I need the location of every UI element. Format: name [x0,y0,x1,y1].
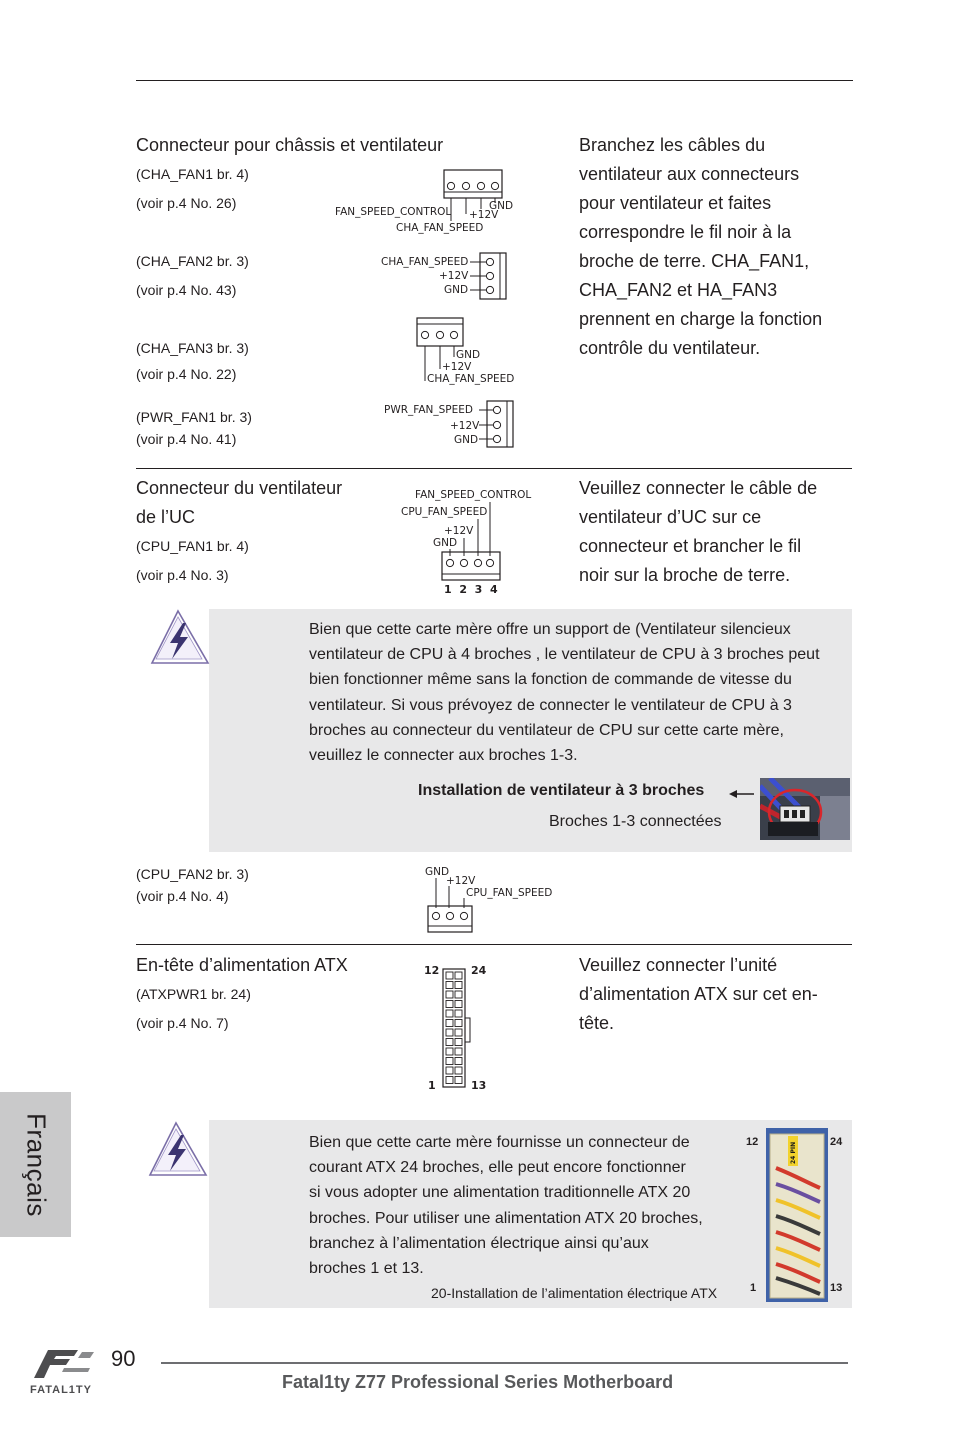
cpu-fan1-see: (voir p.4 No. 3) [136,567,229,583]
photo-pin1-label: 1 [750,1282,757,1294]
atx-pin-cell [446,1058,453,1065]
cpu-fan-title-line2: de l’UC [136,507,196,527]
cpu-fan2-pin-diagram [420,862,560,938]
atx-pin-cell [446,1067,453,1074]
cha-fan2-ref: (CHA_FAN2 br. 3) [136,253,249,269]
cha-fan2-speed-label: CHA_FAN_SPEED [381,256,469,268]
atx-pin-cell [455,1039,462,1046]
atx-pin-cell [446,1029,453,1036]
cha-fan1-speed-label: CHA_FAN_SPEED [396,222,484,234]
cpu-fan2-12v-label: +12V [446,875,476,887]
cha-fan2-see: (voir p.4 No. 43) [136,282,237,298]
cha-fan1-12v-label: +12V [469,209,499,221]
cha-fan3-pin-diagram [412,315,532,387]
cha-fan2-pin-diagram [378,250,518,302]
pwr-fan1-gnd-label: GND [454,434,479,446]
photo-pin13-label: 13 [830,1282,843,1294]
page-number: 90 [111,1346,136,1371]
photo-pin24-label: 24 [830,1136,843,1148]
pwr-fan1-see: (voir p.4 No. 41) [136,431,237,447]
cha-fan1-ref: (CHA_FAN1 br. 4) [136,166,249,182]
photo-24pin-label: 24 PIN [790,1141,797,1164]
atx-pin-cell [455,982,462,989]
language-side-tab: Français [0,1092,71,1237]
atx-pin-cell [446,1039,453,1046]
atx-pin-cell [455,1058,462,1065]
atx-pin-cell [455,1010,462,1017]
cpu-fan2-gnd-label: GND [425,866,450,878]
cha-fan-title: Connecteur pour châssis et ventilateur [136,135,444,155]
fatal1ty-logo-icon [30,1348,110,1382]
pwr-fan1-pin-diagram [381,398,521,450]
photo-pin12-label: 12 [746,1136,759,1148]
pwr-fan1-ref: (PWR_FAN1 br. 3) [136,409,252,425]
cpu-fan1-ref: (CPU_FAN1 br. 4) [136,538,249,554]
cpu-fan1-pin-diagram [398,484,538,596]
atx-see: (voir p.4 No. 7) [136,1015,229,1031]
atx-description: Veuillez connecter l’unité d’alimentation ATX sur cet en- tête. [579,955,818,1033]
cpu-fan1-control-label: FAN_SPEED_CONTROL [415,489,532,501]
fan-header-photo [760,778,850,840]
atx-pin-cell [446,1001,453,1008]
cha-fan2-gnd-label: GND [444,284,469,296]
footer-rule [161,1362,848,1364]
atx-pin-cell [455,1077,462,1084]
atx-pin-cell [446,982,453,989]
atx-pin-cell [446,972,453,979]
atx-pin-cell [446,991,453,998]
atx-pin12-label: 12 [424,964,440,977]
cpu-fan1-12v-label: +12V [444,525,474,537]
atx-24pin-diagram [420,958,500,1096]
cha-fan2-12v-label: +12V [439,270,469,282]
atx-pin-cell [455,991,462,998]
atx-pin24-label: 24 [471,964,487,977]
atx-pin-cell [446,1048,453,1055]
cpu-fan1-gnd-label: GND [433,537,458,549]
atx-pin-cell [446,1077,453,1084]
atx-pin-cell [455,1020,462,1027]
pwr-fan1-12v-label: +12V [450,420,480,432]
atx-pin-cell [455,1001,462,1008]
cha-fan3-gnd-label: GND [456,349,481,361]
cha-fan1-see: (voir p.4 No. 26) [136,195,237,211]
atx-pin-cell [455,1029,462,1036]
note1-text: Bien que cette carte mère offre un support de (Ventilateur silencieux ventilateur de CPU à 4 broches , le ventilateur de CPU à 3 broches peut bien fonctionner même sans la fonction de commande de vitesse du ventilateur. Si vous prévoyez de connecter le ventilateur de CPU à 3 broches au connecteur du ventilateur de CPU sur cette carte mère, veuillez le connecter aux broches 1-3. [309,621,820,765]
header-rule [136,80,853,81]
atx-pin-cell [455,1048,462,1055]
cha-fan3-speed-label: CHA_FAN_SPEED [427,373,515,385]
atx-pin-cell [455,972,462,979]
cpu-fan-description: Veuillez connecter le câble de ventilateur d’UC sur ce connecteur et brancher le fil noir sur la broche de terre. [579,478,818,585]
fatal1ty-logo-text: FATAL1TY [30,1384,92,1396]
warning-icon-2 [148,1119,210,1177]
cha-fan3-see: (voir p.4 No. 22) [136,366,237,382]
section-rule-1 [136,468,852,469]
cpu-fan-title-line1: Connecteur du ventilateur [136,478,343,498]
cha-fan1-control-label: FAN_SPEED_CONTROL [335,206,452,218]
atx-pin13-label: 13 [471,1079,487,1092]
atx-ref: (ATXPWR1 br. 24) [136,986,251,1002]
cpu-fan2-see: (voir p.4 No. 4) [136,888,229,904]
note2-text: Bien que cette carte mère fournisse un connecteur de courant ATX 24 broches, elle peut encore fonctionner si vous adopter une alimentation traditionnelle ATX 20 broches. Pour utiliser une alimentation ATX 20 broches, branchez à l’alimentation électrique ainsi qu’aux broches 1 et 13. [309,1134,703,1278]
cha-fan3-ref: (CHA_FAN3 br. 3) [136,340,249,356]
cha-fan3-12v-label: +12V [442,361,472,373]
atx-pin-cell [446,1020,453,1027]
atx-pin-cell [455,1067,462,1074]
pwr-fan1-speed-label: PWR_FAN_SPEED [384,404,473,416]
cpu-fan2-speed-label: CPU_FAN_SPEED [466,887,553,899]
atx-install-caption: 20-Installation de l’alimentation électrique ATX [431,1285,718,1301]
warning-icon [150,607,212,665]
footer-title: Fatal1ty Z77 Professional Series Motherboard [282,1372,674,1392]
arrow-left-icon [728,788,756,800]
pins-connected-label: Broches 1-3 connectées [549,813,722,830]
atx-pin1-label: 1 [428,1079,436,1092]
cha-fan-description: Branchez les câbles du ventilateur aux connecteurs pour ventilateur et faites correspondre le fil noir à la broche de terre. CHA_FAN1, CHA_FAN2 et HA_FAN3 prennent en charge la fonction contrôle du ventilateur. [579,135,823,358]
cha-fan1-pin-diagram [330,165,530,237]
atx-connector-photo [766,1128,828,1302]
cpu-fan1-speed-label: CPU_FAN_SPEED [401,506,488,518]
atx-title: En-tête d’alimentation ATX [136,955,348,975]
cha-fan1-gnd-label: GND [489,200,514,212]
atx-pin-cell [446,1010,453,1017]
cpu-fan2-ref: (CPU_FAN2 br. 3) [136,866,249,882]
install-3pin-label: Installation de ventilateur à 3 broches [418,782,705,799]
section-rule-2 [136,944,852,945]
cpu-fan1-pin-numbers: 1 2 3 4 [444,583,498,596]
